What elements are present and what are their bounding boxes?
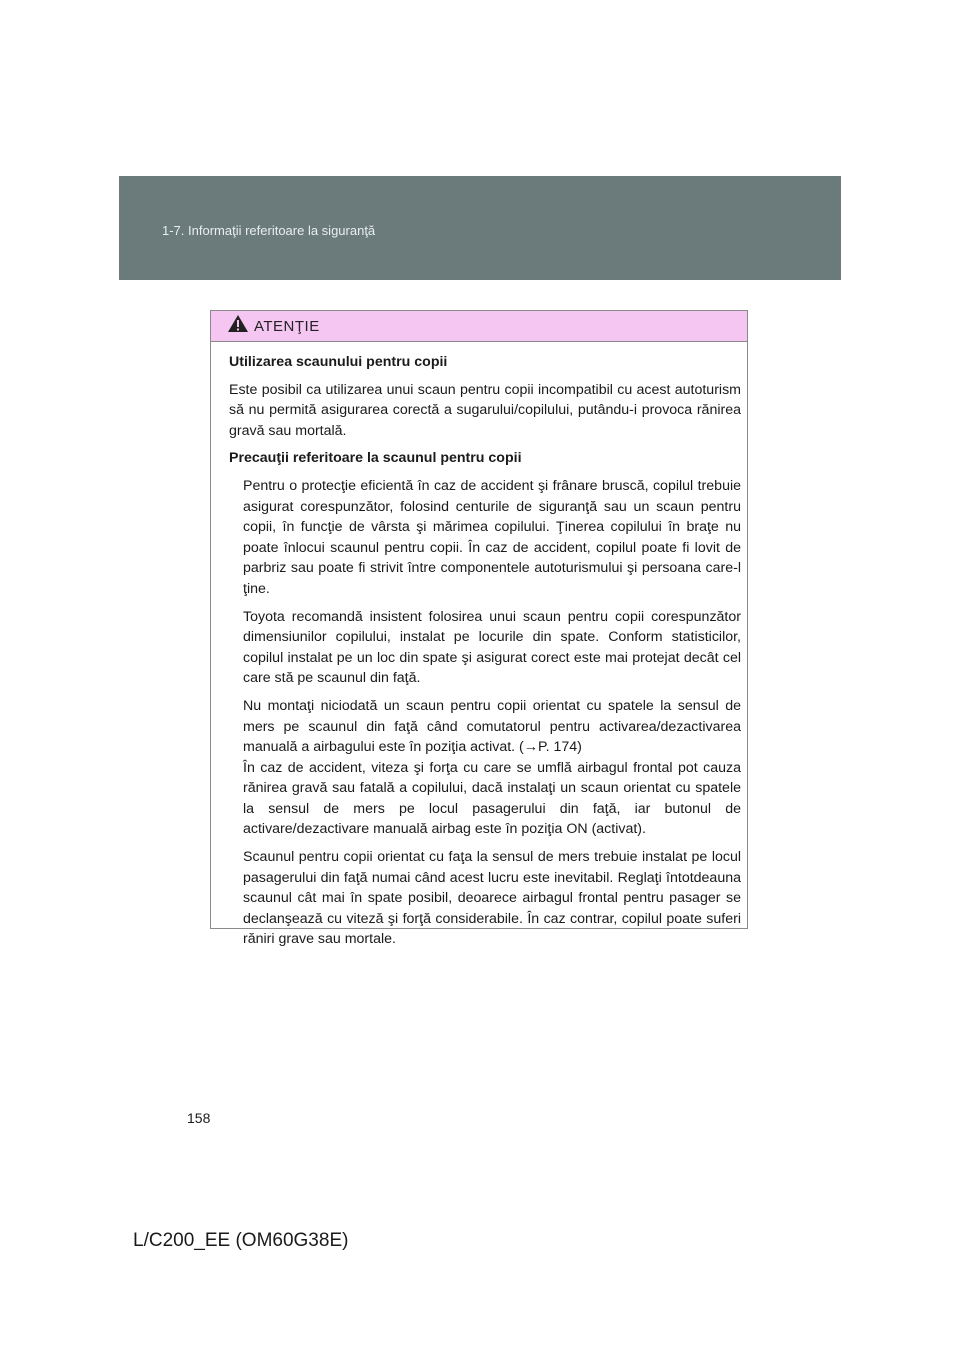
list-item: Toyota recomandă insistent folosirea unui scaun pentru copii corespunzător dimensiunilor copilului, instalat pe locurile din spate. Conform statisticilor, copilul instalat pe un loc din spate şi asigurat corect este mai protejat decât cel care stă pe scaunul din faţă. — [243, 608, 741, 687]
warning-body — [211, 342, 747, 950]
warning-triangle-icon — [227, 314, 249, 338]
warning-box — [210, 310, 748, 948]
list-item: Scaunul pentru copii orientat cu faţa la sensul de mers trebuie instalat pe locul pasagerului din faţă numai când acest lucru este inevitabil. Reglaţi întotdeauna scaunul cât mai în spate posibil, deoarece airbagul frontal pentru pasager se declanşează cu viteză şi forţă considerabile. În caz contrar, copilul poate suferi răniri grave sau mortale. — [243, 849, 741, 948]
list-item: În caz de accident, viteza şi forţa cu care se umflă airbagul frontal pot cauza rănirea gravă sau fatală a copilului, dacă instalaţi un scaun orientat cu spatele la sensul de mers pe locul pasagerului din faţă, iar butonul de activare/dezactivare manuală airbag este în poziţia ON (activat). — [243, 759, 741, 838]
section-title: 1-7. Informaţii referitoare la siguranţă — [162, 223, 376, 238]
warning-title: ATENŢIE — [254, 317, 320, 335]
warning-header — [211, 311, 747, 342]
document-code: L/C200_EE (OM60G38E) — [133, 1230, 349, 1251]
page-number: 158 — [187, 1110, 211, 1126]
heading-child-seat-use: Utilizarea scaunului pentru copii — [229, 354, 448, 370]
list-item: Pentru o protecţie eficientă în caz de accident şi frânare bruscă, copilul trebuie asigurat corespunzător, folosind centurile de siguranţă sau un scaun pentru copii, în funcţie de vârsta şi mărimea copilului. Ţinerea copilului în braţe nu poate înlocui scaunul pentru copii. În caz de accident, copilul poate fi lovit de parbriz sau poate fi strivit între componentele autoturismului şi persoana care-l ţine. — [243, 477, 741, 597]
heading-child-seat-precautions: Precauţii referitoare la scaunul pentru copii — [229, 450, 522, 467]
list-item: Nu montaţi niciodată un scaun pentru copii orientat cu spatele la sensul de mers pe scaunul din faţă când comutatorul pentru activarea/dezactivarea manuală a airbagului este în poziţia activat. (→P. 174) — [243, 697, 741, 756]
paragraph-incompatible-seat: Este posibil ca utilizarea unui scaun pentru copii incompatibil cu acest autoturism să nu permită asigurarea corectă a sugarului/copilului, putându-i provoca rănirea gravă sau mortală. — [229, 381, 741, 439]
